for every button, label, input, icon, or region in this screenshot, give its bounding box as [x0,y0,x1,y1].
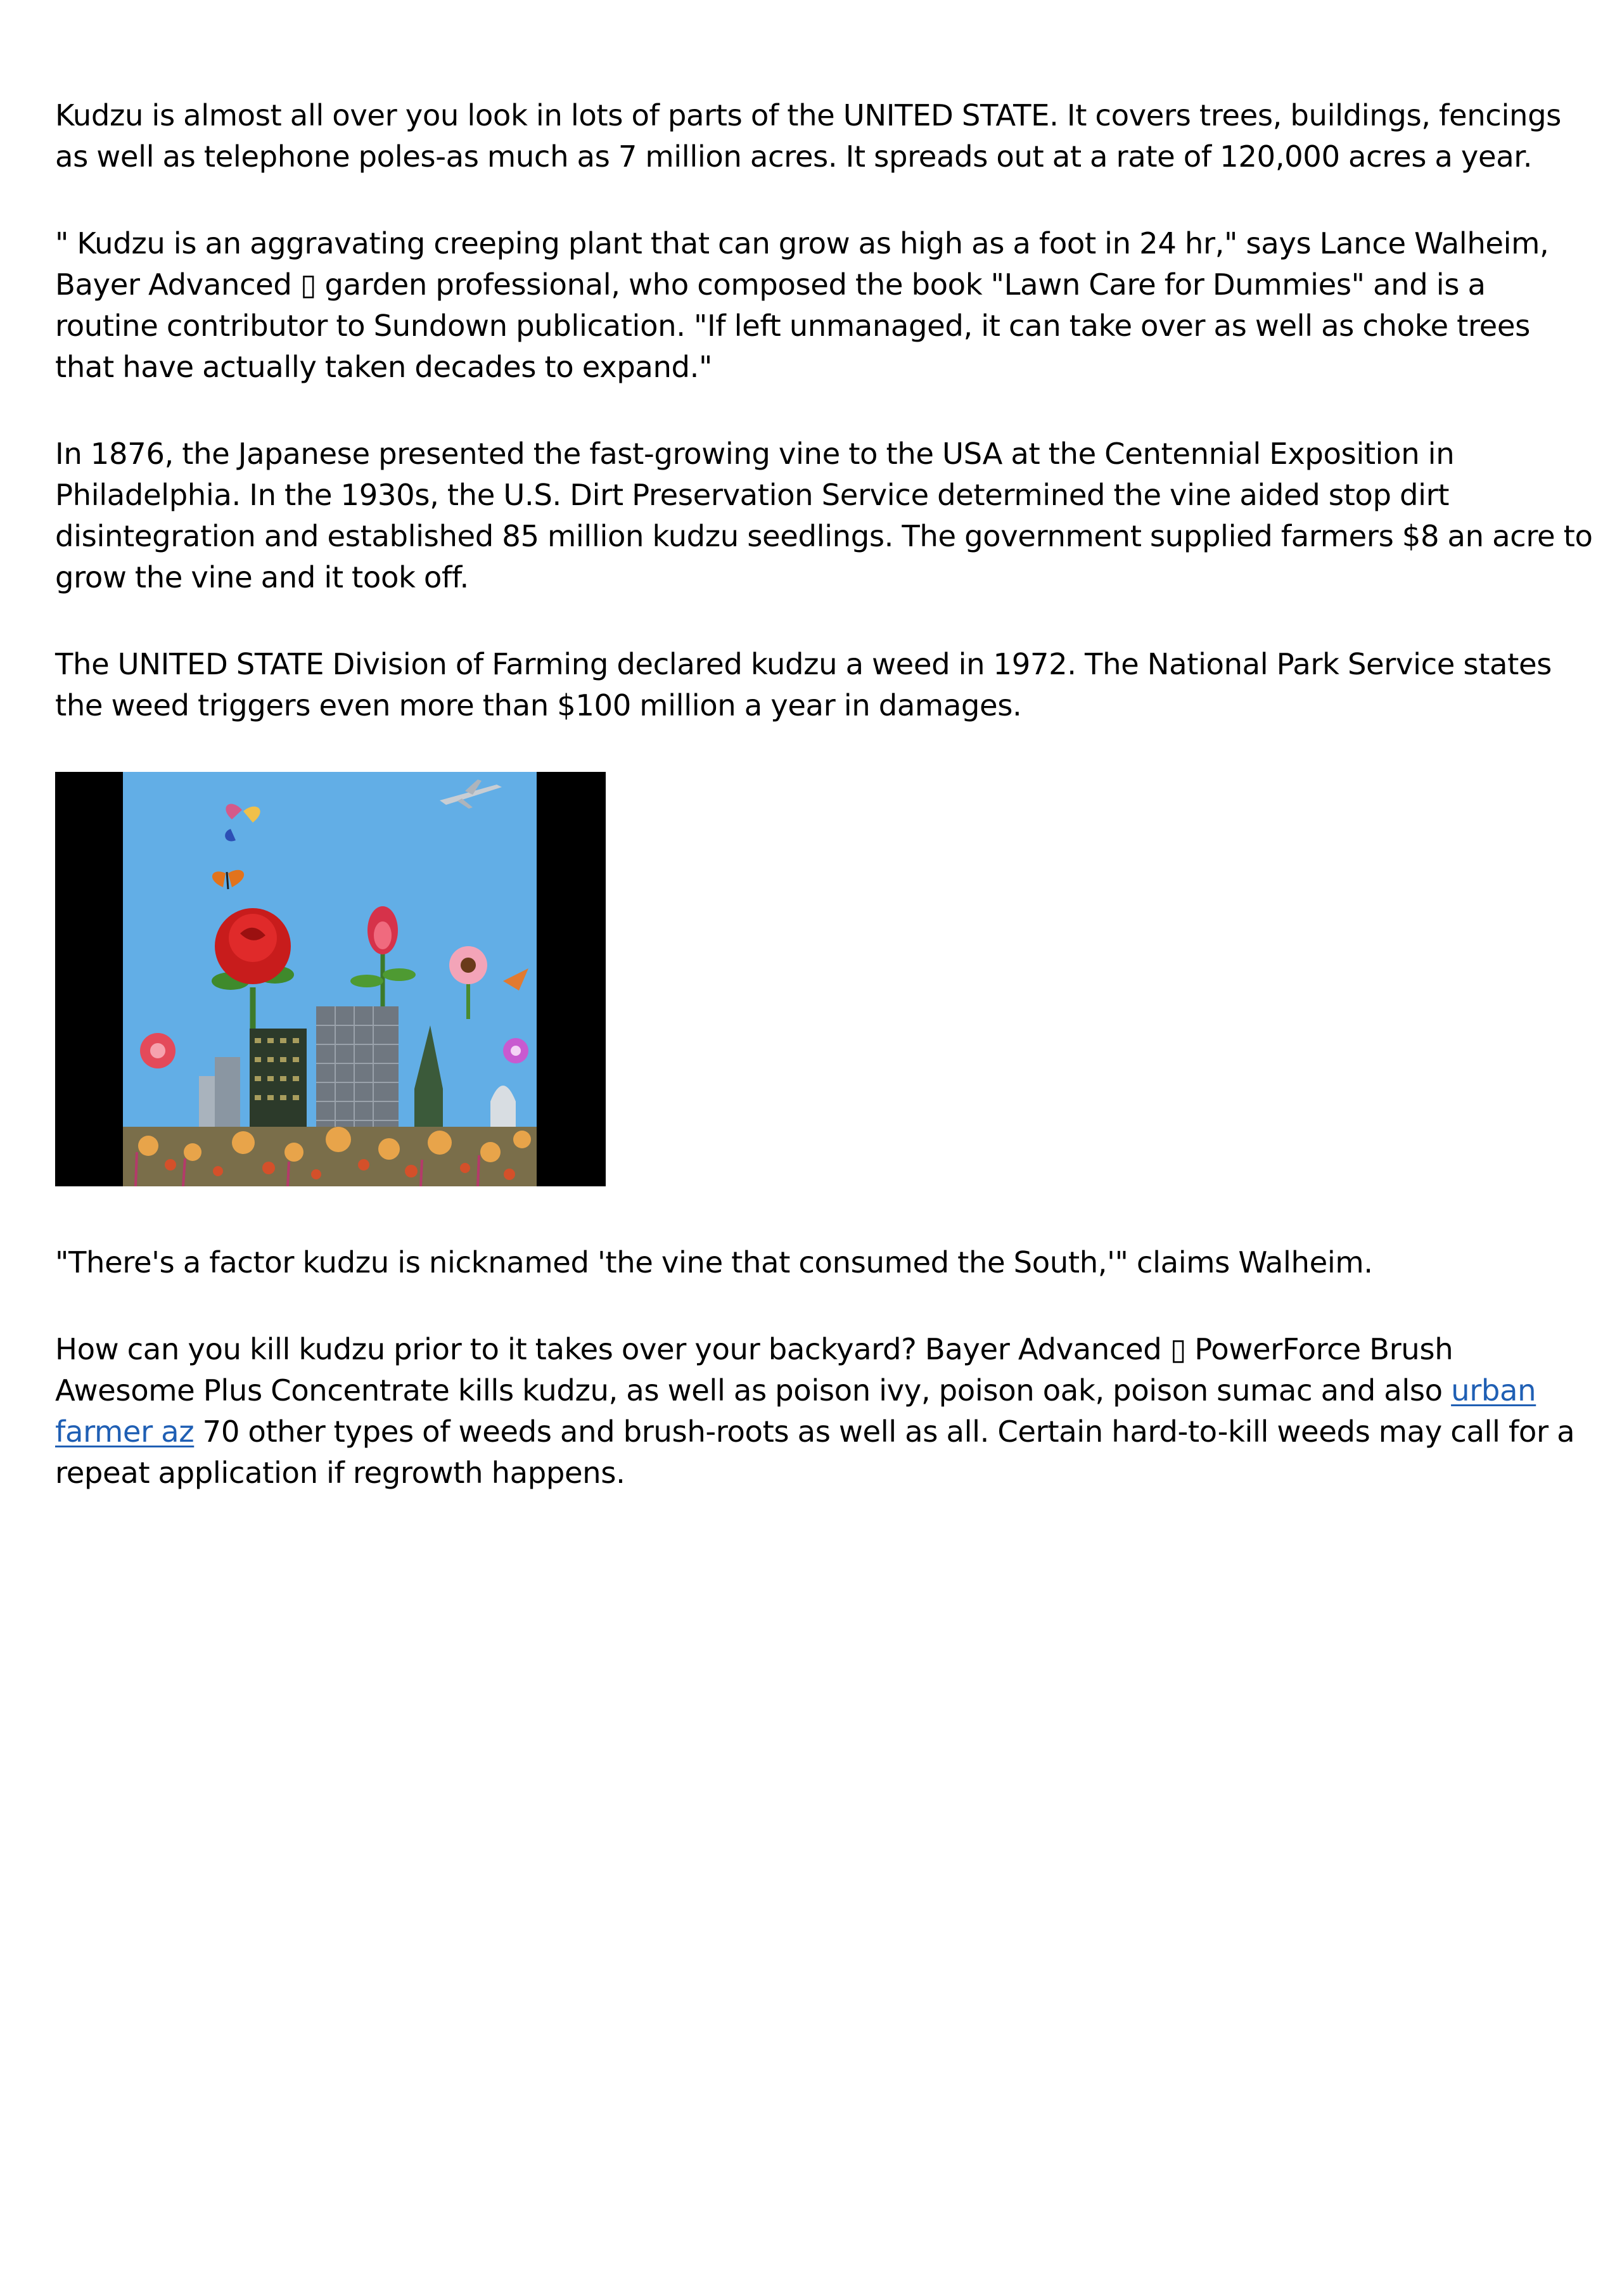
paragraph-weed-declaration: The UNITED STATE Division of Farming declared kudzu a weed in 1972. The National Park Service states the weed triggers even more than $100 million a year in damages. [55,647,1552,722]
paragraph-walheim-quote: " Kudzu is an aggravating creeping plant that can grow as high as a foot in 24 hr," says Lance Walheim, Bayer Advanced ▯ garden professional, who composed the book "Lawn Care for Dummies" and is a routine contributor to Sundown publication. "If left unmanaged, it can take over as well as choke trees that have actually taken decades to expand." [55,226,1549,384]
paragraph-kill-kudzu [55,1329,1595,1494]
paragraph-kudzu-spread: Kudzu is almost all over you look in lots of parts of the UNITED STATE. It covers trees, buildings, fencings as well as telephone poles-as much as 7 million acres. It spreads out at a rate of 120,000 acres a year. [55,98,1562,174]
urban-farmer-link[interactable]: urban farmer az [55,1373,1536,1449]
article-image [55,772,606,1186]
flowers-city-collage-image [123,772,537,1186]
paragraph-history: In 1876, the Japanese presented the fast-growing vine to the USA at the Centennial Exposition in Philadelphia. In the 1930s, the U.S. Dirt Preservation Service determined the vine aided stop dirt disintegration and established 85 million kudzu seedlings. The government supplied farmers $8 an acre to grow the vine and it took off. [55,437,1593,594]
paragraph-nickname-quote: "There's a factor kudzu is nicknamed 'the vine that consumed the South,'" claims Walheim. [55,1245,1373,1279]
paragraph-text-before-link: How can you kill kudzu prior to it takes over your backyard? Bayer Advanced ▯ PowerForce Brush Awesome Plus Concentrate kills kudzu, as well as poison ivy, poison oak, poison sumac and also [55,1332,1453,1408]
paragraph-text-after-link: 70 other types of weeds and brush-roots as well as all. Certain hard-to-kill weeds may call for a repeat application if regrowth happens. [55,1414,1575,1490]
article-body [55,95,1595,1494]
